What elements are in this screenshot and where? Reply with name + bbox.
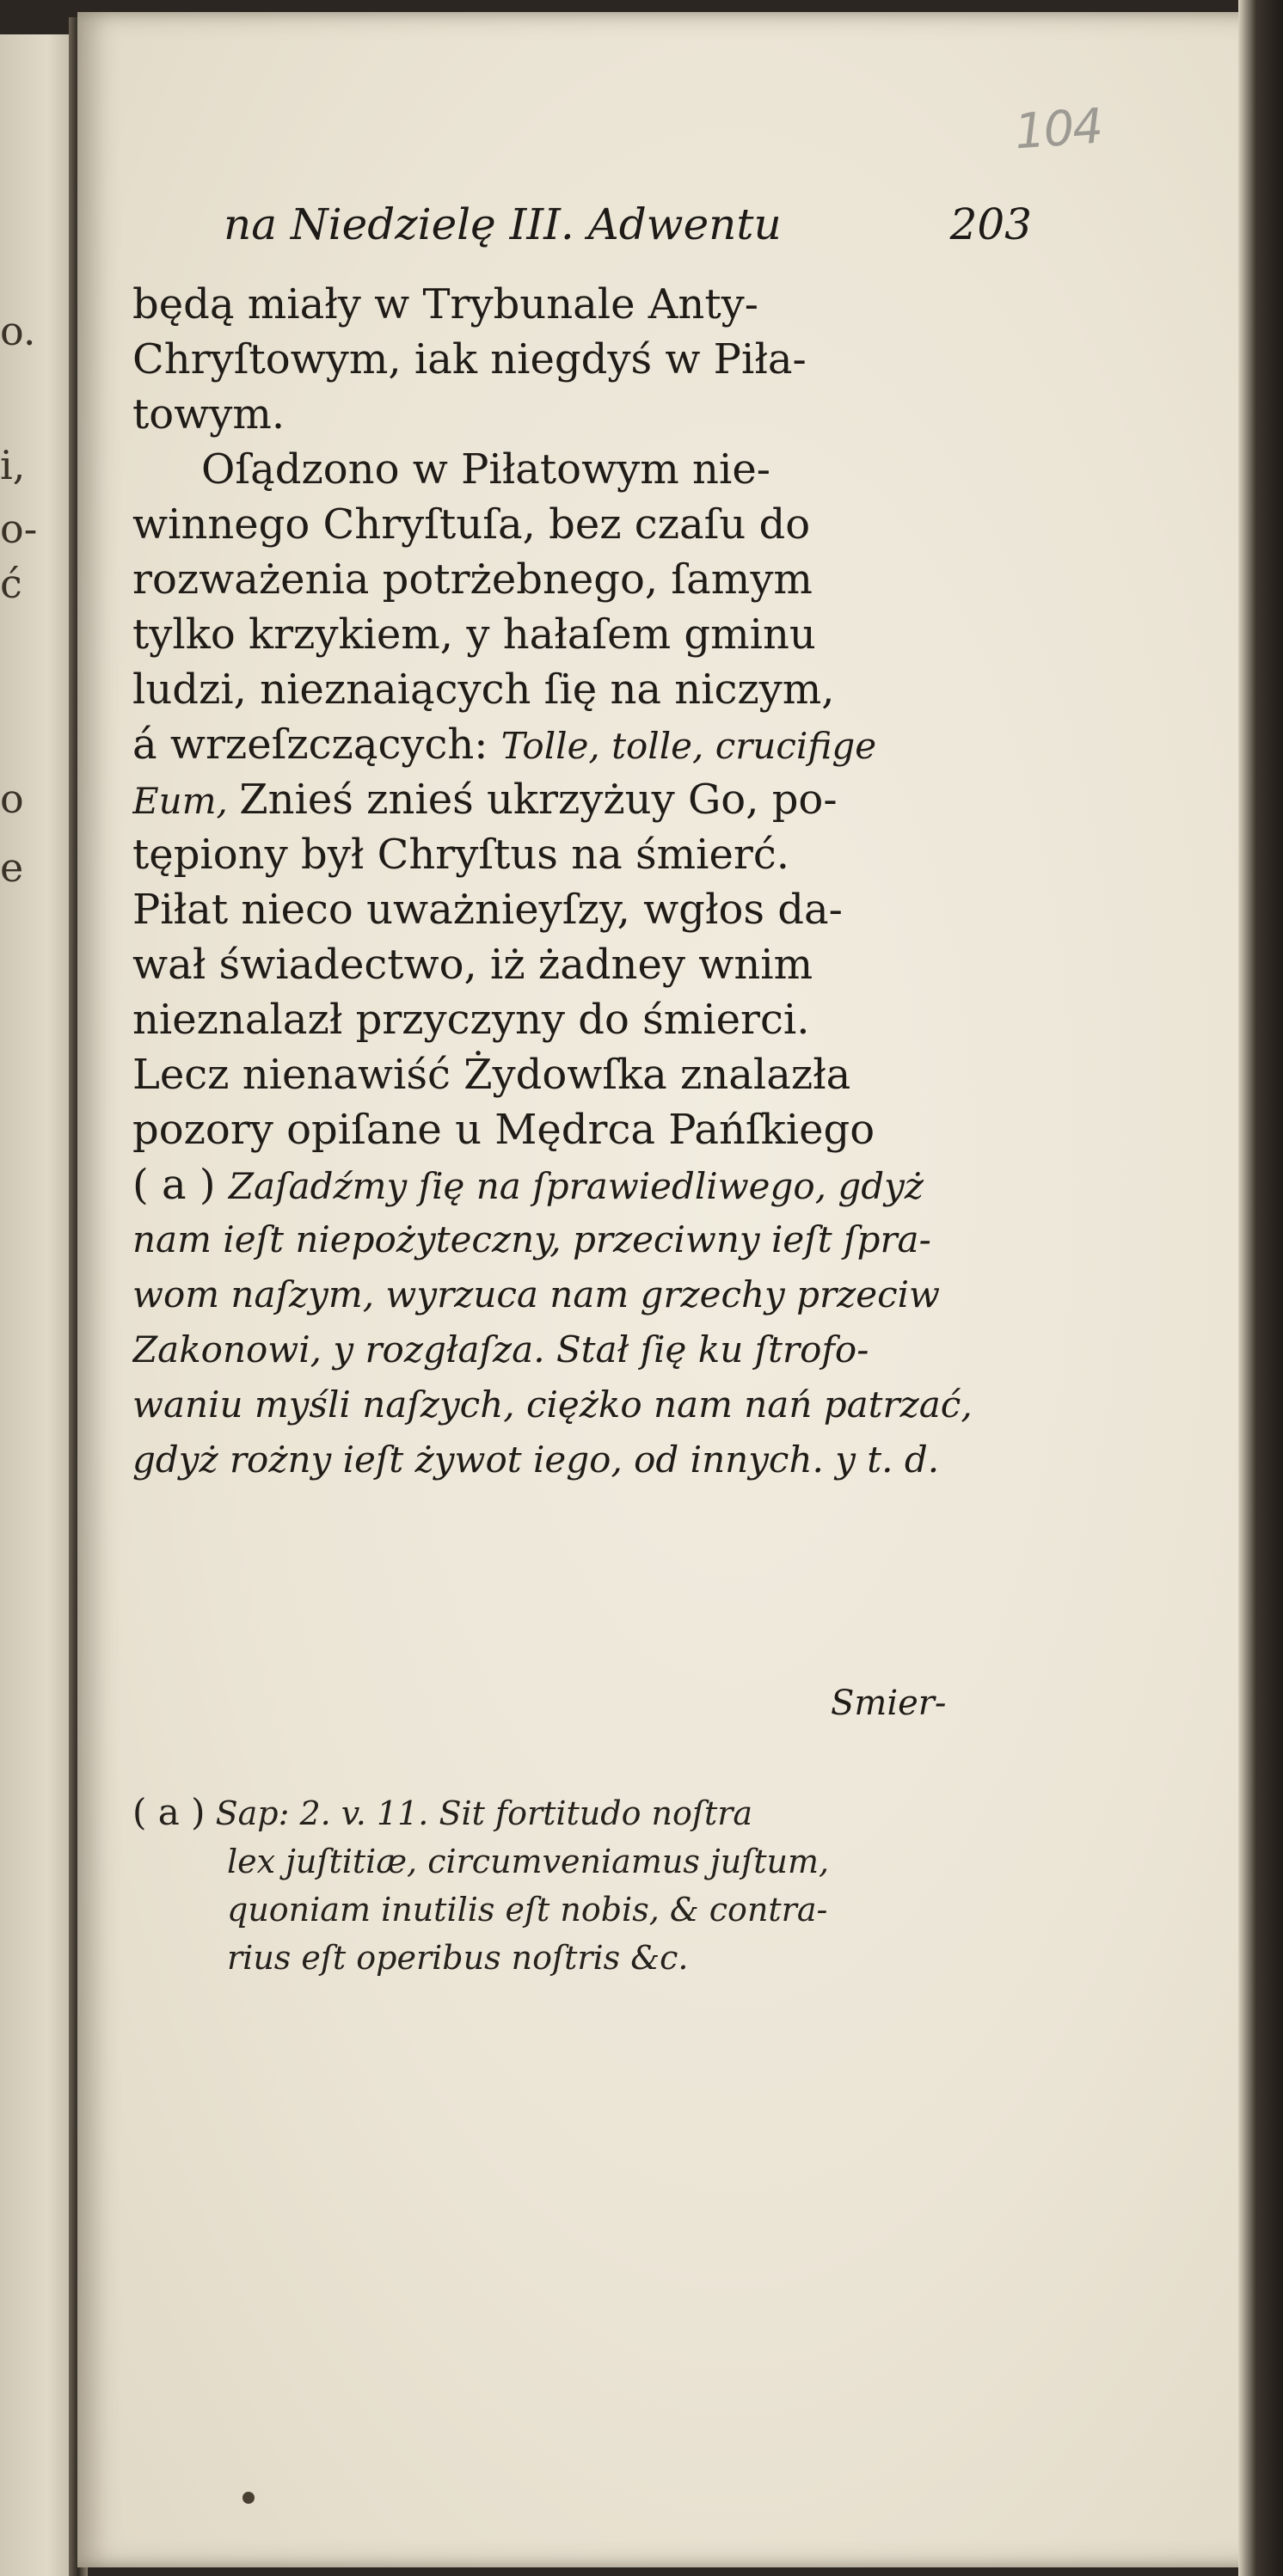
scripture-quote-line: nam ieſt niepożyteczny, przeciwny ieſt ſpra- xyxy=(132,1218,931,1260)
catchword: Smier- xyxy=(831,1684,947,1723)
text-line: wał świadectwo, iż żadney wnim xyxy=(132,941,813,989)
running-head xyxy=(224,199,1032,249)
running-head-title: na Niedzielę III. Adwentu xyxy=(224,199,782,249)
text-line: Oſądzono w Piłatowym nie- xyxy=(201,445,770,494)
text-line xyxy=(132,772,1044,827)
scripture-quote-line: waniu myśli naſzych, ciężko nam nań patrzać, xyxy=(132,1383,973,1426)
page-number: 203 xyxy=(949,199,1032,249)
previous-page-edge xyxy=(0,34,79,2576)
prev-page-fragment: i, xyxy=(0,442,26,488)
latin-quote: Eum, xyxy=(132,780,240,822)
text-line: Lecz nienawiść Żydowſka znalazła xyxy=(132,1051,851,1099)
text-line xyxy=(132,1157,1044,1212)
text-line xyxy=(132,717,1044,772)
text-line: nieznalazł przyczyny do śmierci. xyxy=(132,996,810,1044)
prev-page-fragment: ć xyxy=(0,561,22,607)
footnote-reference: ( a ) xyxy=(132,1161,229,1209)
text-line: winnego Chryſtuſa, bez czaſu do xyxy=(132,500,811,549)
text-line: rozważenia potrżebnego, ſamym xyxy=(132,555,813,604)
prev-page-fragment: o- xyxy=(0,506,38,552)
footnote xyxy=(132,1788,1044,1982)
scripture-quote-line: gdyż rożny ieſt żywot iego, od innych. y t. d. xyxy=(132,1438,940,1481)
prev-page-fragment: e xyxy=(0,844,24,891)
ink-speck xyxy=(242,2492,255,2504)
text-segment: á wrzeſzczących: xyxy=(132,721,501,769)
text-line: towym. xyxy=(132,390,285,439)
latin-quote: Tolle, tolle, crucifige xyxy=(500,725,877,767)
prev-page-fragment: o. xyxy=(0,308,36,354)
text-line: tylko krzykiem, y hałaſem gminu xyxy=(132,610,816,659)
scripture-quote-line: wom naſzym, wyrzuca nam grzechy przeciw xyxy=(132,1273,940,1316)
text-line: będą miały w Trybunale Anty- xyxy=(132,280,758,328)
footnote-line: lex juſtitiæ, circumveniamus juſtum, xyxy=(227,1843,830,1880)
scripture-quote-line: Zakonowi, y rozgłaſza. Stał ſię ku ſtrofo- xyxy=(132,1328,869,1371)
text-line: ludzi, nieznaiących ſię na niczym, xyxy=(132,665,835,714)
footnote-line: quoniam inutilis eſt nobis, & contra- xyxy=(227,1891,828,1929)
page-right-edge-shadow xyxy=(1238,0,1283,2576)
text-line: Chryſtowym, iak niegdyś w Piła- xyxy=(132,335,807,383)
footnote-line: rius eſt operibus noſtris &c. xyxy=(227,1939,689,1977)
text-segment: Znieś znieś ukrzyżuy Go, po- xyxy=(239,776,838,824)
text-line: Piłat nieco uważnieyſzy, wgłos da- xyxy=(132,886,843,934)
prev-page-fragment: o xyxy=(0,776,24,822)
pencil-folio-annotation: 104 xyxy=(1012,98,1104,161)
scripture-quote: Zaſadźmy ſię na ſprawiedliwego, gdyż xyxy=(228,1165,924,1207)
body-text xyxy=(132,277,1044,1487)
footnote-citation: Sap: 2. v. 11. Sit fortitudo noſtra xyxy=(215,1794,753,1832)
footnote-label: ( a ) xyxy=(132,1791,206,1833)
text-line: pozory opiſane u Mędrca Pańſkiego xyxy=(132,1106,875,1154)
footnote-line xyxy=(132,1788,1044,1837)
text-line: tępiony był Chryſtus na śmierć. xyxy=(132,831,789,879)
